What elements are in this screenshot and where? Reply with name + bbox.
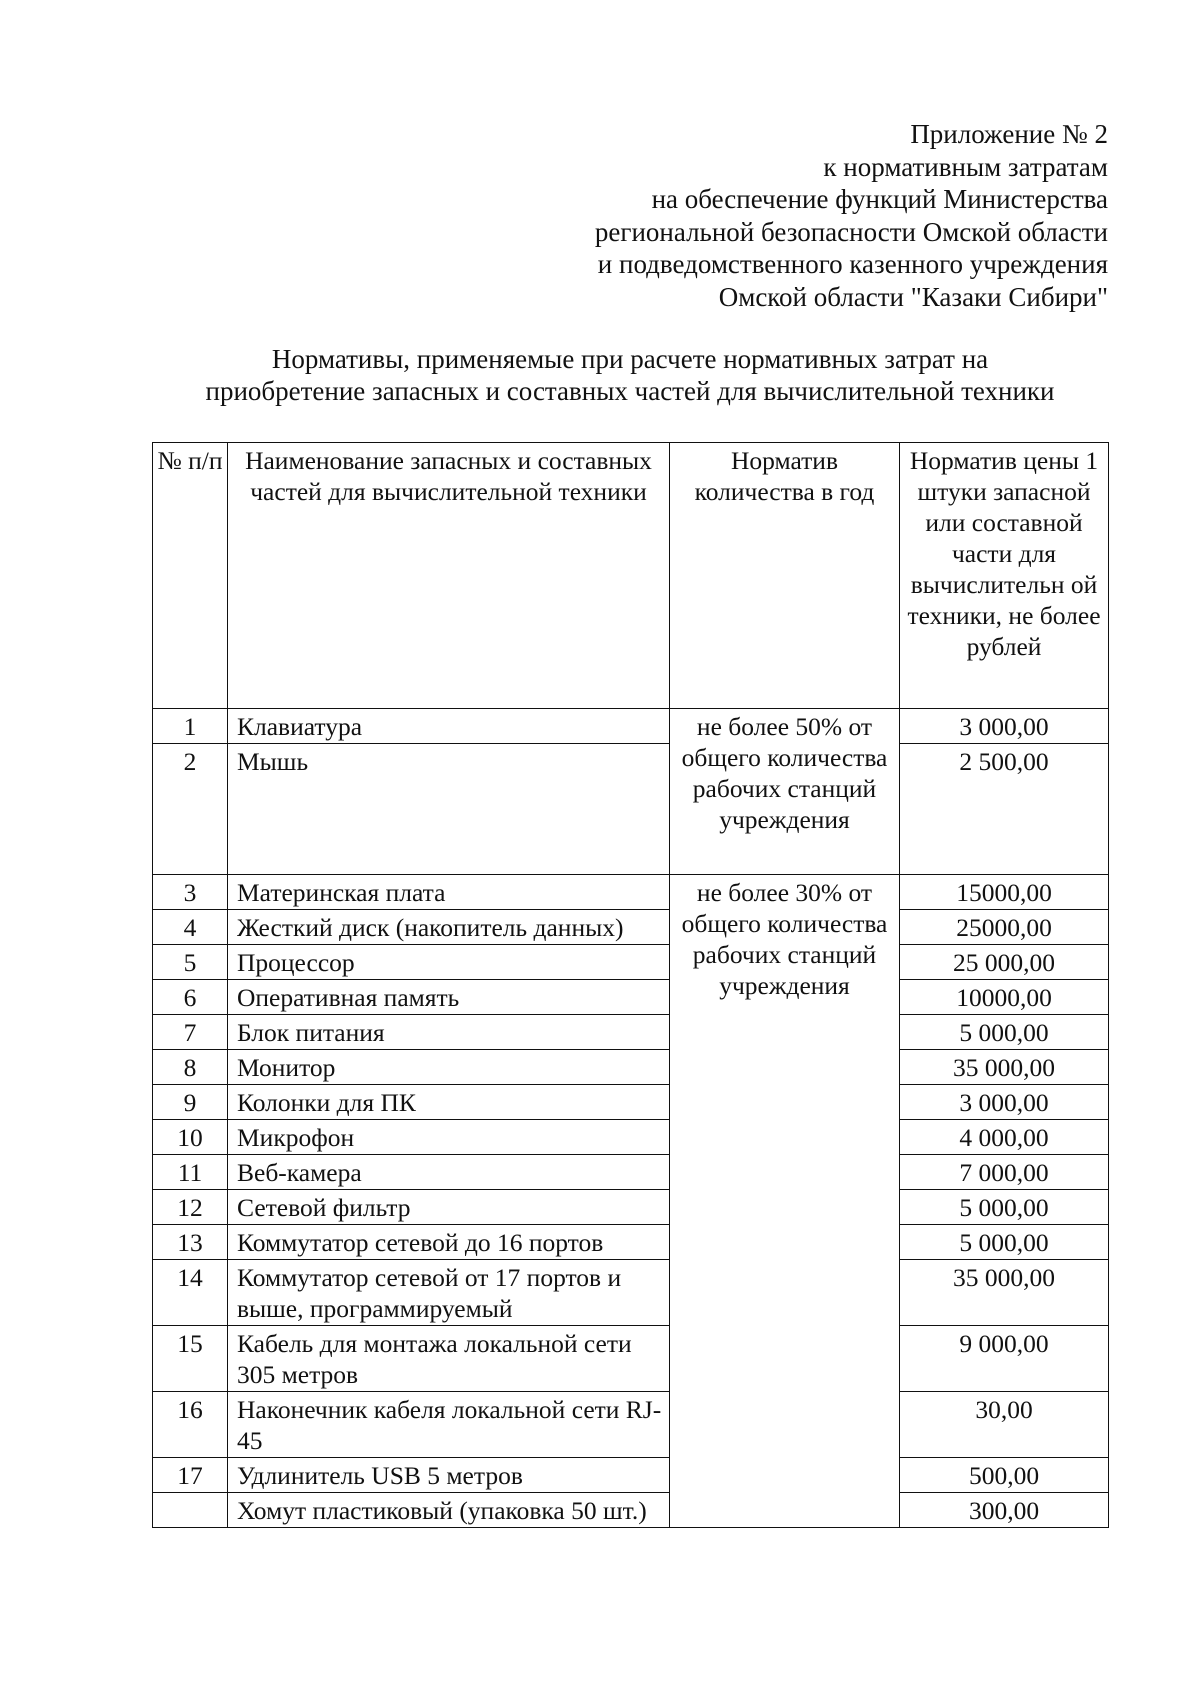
row-name: Хомут пластиковый (упаковка 50 шт.)	[228, 1493, 670, 1528]
row-num: 13	[153, 1225, 228, 1260]
table-row	[153, 1260, 1109, 1326]
table-row	[153, 1015, 1109, 1050]
table-row	[153, 1120, 1109, 1155]
appendix-line: Приложение № 2	[910, 119, 1108, 149]
table-row	[153, 1050, 1109, 1085]
row-price: 9 000,00	[900, 1326, 1109, 1392]
row-name: Удлинитель USB 5 метров	[228, 1458, 670, 1493]
document-title	[150, 343, 1110, 407]
appendix-header	[595, 118, 1108, 313]
row-num: 15	[153, 1326, 228, 1392]
table-row	[153, 1493, 1109, 1528]
row-price: 4 000,00	[900, 1120, 1109, 1155]
row-num: 7	[153, 1015, 228, 1050]
appendix-line: региональной безопасности Омской области	[594, 216, 1108, 247]
row-name: Оперативная память	[228, 980, 670, 1015]
row-name: Веб-камера	[228, 1155, 670, 1190]
row-price: 5 000,00	[900, 1225, 1109, 1260]
row-num: 5	[153, 945, 228, 980]
table-row	[153, 1155, 1109, 1190]
row-price: 7 000,00	[900, 1155, 1109, 1190]
row-price: 3 000,00	[900, 1085, 1109, 1120]
row-price: 2 500,00	[900, 744, 1109, 875]
table-row	[153, 910, 1109, 945]
row-num: 8	[153, 1050, 228, 1085]
table-row	[153, 945, 1109, 980]
title-line: Нормативы, применяемые при расчете нормативных затрат на	[271, 344, 989, 374]
row-num: 3	[153, 875, 228, 910]
row-name: Клавиатура	[228, 709, 670, 744]
row-num: 10	[153, 1120, 228, 1155]
qty-group-1: не более 50% от общего количества рабочих станций учреждения	[670, 709, 900, 875]
row-num: 14	[153, 1260, 228, 1326]
row-price: 30,00	[900, 1392, 1109, 1458]
row-name: Коммутатор сетевой до 16 портов	[228, 1225, 670, 1260]
header-num: № п/п	[153, 443, 228, 709]
table-row	[153, 1326, 1109, 1392]
row-num: 1	[153, 709, 228, 744]
row-num: 9	[153, 1085, 228, 1120]
qty-group-2: не более 30% от общего количества рабочих станций учреждения	[670, 875, 900, 1528]
row-num: 12	[153, 1190, 228, 1225]
row-num	[153, 1493, 228, 1528]
table-row	[153, 1392, 1109, 1458]
table-row	[153, 1085, 1109, 1120]
row-price: 10000,00	[900, 980, 1109, 1015]
row-num: 2	[153, 744, 228, 875]
row-price: 500,00	[900, 1458, 1109, 1493]
table-row	[153, 709, 1109, 744]
header-price: Норматив цены 1 штуки запасной или составной части для вычислительн ой техники, не более рублей	[900, 443, 1109, 709]
table-header-row	[153, 443, 1109, 709]
header-qty: Норматив количества в год	[670, 443, 900, 709]
row-name: Мышь	[228, 744, 670, 875]
row-num: 6	[153, 980, 228, 1015]
row-name: Монитор	[228, 1050, 670, 1085]
row-num: 4	[153, 910, 228, 945]
row-price: 5 000,00	[900, 1015, 1109, 1050]
row-name: Жесткий диск (накопитель данных)	[228, 910, 670, 945]
row-name: Микрофон	[228, 1120, 670, 1155]
appendix-line: на обеспечение функций Министерства	[651, 184, 1108, 214]
row-price: 3 000,00	[900, 709, 1109, 744]
table-row	[153, 875, 1109, 910]
table-row	[153, 744, 1109, 875]
row-price: 25 000,00	[900, 945, 1109, 980]
row-name: Процессор	[228, 945, 670, 980]
row-price: 300,00	[900, 1493, 1109, 1528]
row-name: Наконечник кабеля локальной сети RJ-45	[228, 1392, 670, 1458]
appendix-line: и подведомственного казенного учреждения	[597, 249, 1108, 279]
row-num: 11	[153, 1155, 228, 1190]
table-row	[153, 1225, 1109, 1260]
row-price: 5 000,00	[900, 1190, 1109, 1225]
row-name: Кабель для монтажа локальной сети 305 метров	[228, 1326, 670, 1392]
header-name: Наименование запасных и составных частей для вычислительной техники	[228, 443, 670, 709]
row-num: 17	[153, 1458, 228, 1493]
row-price: 35 000,00	[900, 1050, 1109, 1085]
table-row	[153, 980, 1109, 1015]
row-name: Сетевой фильтр	[228, 1190, 670, 1225]
row-num: 16	[153, 1392, 228, 1458]
appendix-line: к нормативным затратам	[823, 151, 1108, 182]
title-line: приобретение запасных и составных частей для вычислительной техники	[205, 376, 1055, 406]
appendix-line: Омской области "Казаки Сибири"	[718, 281, 1108, 312]
norms-table	[152, 442, 1109, 1528]
row-name: Коммутатор сетевой от 17 портов и выше, программируемый	[228, 1260, 670, 1326]
row-price: 25000,00	[900, 910, 1109, 945]
table-row	[153, 1190, 1109, 1225]
row-name: Блок питания	[228, 1015, 670, 1050]
row-name: Материнская плата	[228, 875, 670, 910]
row-name: Колонки для ПК	[228, 1085, 670, 1120]
table-row	[153, 1458, 1109, 1493]
row-price: 35 000,00	[900, 1260, 1109, 1326]
row-price: 15000,00	[900, 875, 1109, 910]
